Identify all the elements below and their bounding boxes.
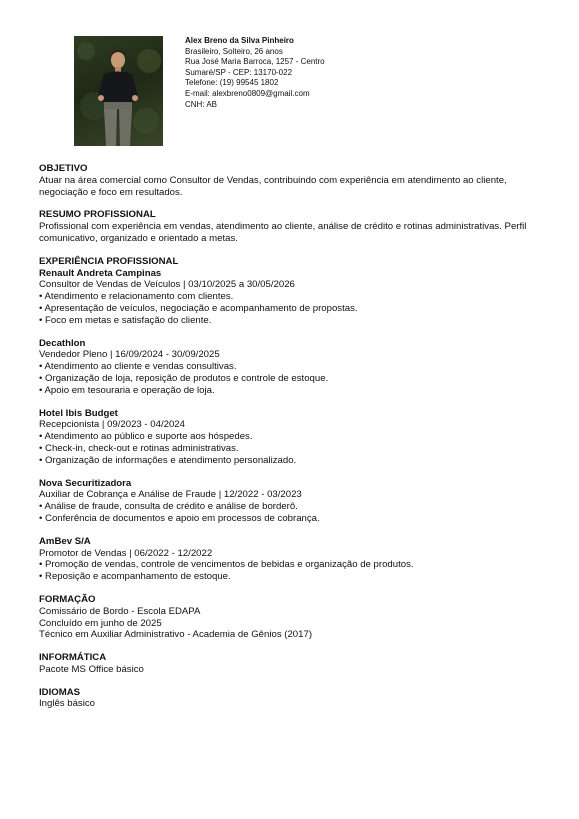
candidate-name: Alex Breno da Silva Pinheiro: [185, 36, 294, 45]
job-bullet: • Organização de informações e atendimento personalizado.: [39, 455, 549, 467]
job-entry: [39, 536, 549, 583]
resume-body: [39, 163, 549, 721]
job-role: Vendedor Pleno | 16/09/2024 - 30/09/2025: [39, 349, 220, 361]
experience-section: [39, 256, 549, 583]
section-title: IDIOMAS: [39, 686, 81, 698]
objective-text: Atuar na área comercial como Consultor de Vendas, contribuindo com experiência em atendimento ao cliente, negociação e foco em resultados.: [39, 174, 507, 198]
license-line: CNH: AB: [185, 99, 218, 109]
section-title: FORMAÇÃO: [39, 593, 96, 605]
address-line: Rua José Maria Barroca, 1257 - Centro: [185, 57, 325, 67]
computing-section: [39, 652, 549, 676]
job-bullet: • Foco em metas e satisfação do cliente.: [39, 315, 549, 327]
job-bullet: • Promoção de vendas, controle de vencimentos de bebidas e organização de produtos.: [39, 559, 549, 571]
education-line: Técnico em Auxiliar Administrativo - Academia de Gênios (2017): [39, 629, 313, 641]
person-silhouette-icon: [74, 36, 163, 146]
job-bullet: • Conferência de documentos e apoio em processos de cobrança.: [39, 513, 549, 525]
job-bullet: • Atendimento e relacionamento com clientes.: [39, 291, 549, 303]
summary-section: [39, 209, 549, 244]
job-entry: [39, 268, 549, 327]
languages-section: [39, 687, 549, 711]
section-title: RESUMO PROFISSIONAL: [39, 209, 156, 221]
job-bullet: • Apoio em tesouraria e operação de loja.: [39, 385, 549, 397]
job-bullet: • Apresentação de veículos, negociação e acompanhamento de propostas.: [39, 303, 549, 315]
objective-section: [39, 163, 549, 198]
job-role: Recepcionista | 09/2023 - 04/2024: [39, 419, 185, 431]
job-entry: [39, 408, 549, 467]
section-title: INFORMÁTICA: [39, 652, 107, 664]
job-role: Promotor de Vendas | 06/2022 - 12/2022: [39, 547, 213, 559]
job-entry: [39, 478, 549, 525]
job-role: Auxiliar de Cobrança e Análise de Fraude | 12/2022 - 03/2023: [39, 489, 302, 501]
job-entry: [39, 338, 549, 397]
job-company: Hotel Ibis Budget: [39, 407, 118, 419]
education-section: [39, 594, 549, 641]
education-line: Comissário de Bordo - Escola EDAPA: [39, 605, 201, 617]
languages-text: Inglês básico: [39, 698, 95, 710]
contact-header: [185, 36, 325, 110]
job-role: Consultor de Vendas de Veículos | 03/10/2025 a 30/05/2026: [39, 279, 295, 291]
personal-info: Brasileiro, Solteiro, 26 anos: [185, 46, 283, 56]
job-company: AmBev S/A: [39, 535, 91, 547]
summary-text: Profissional com experiência em vendas, atendimento ao cliente, análise de crédito e rotinas administrativas. Perfil comunicativo, organizado e orientado a metas.: [39, 221, 527, 244]
education-line: Concluído em junho de 2025: [39, 617, 162, 629]
profile-photo: [74, 36, 163, 146]
email-line: E-mail: alexbreno0809@gmail.com: [185, 88, 310, 98]
job-bullet: • Reposição e acompanhamento de estoque.: [39, 571, 549, 583]
section-title: OBJETIVO: [39, 163, 88, 174]
job-company: Nova Securitizadora: [39, 477, 132, 489]
job-bullet: • Organização de loja, reposição de produtos e controle de estoque.: [39, 373, 549, 385]
job-company: Renault Andreta Campinas: [39, 267, 162, 279]
phone-line: Telefone: (19) 99545 1802: [185, 78, 279, 88]
job-bullet: • Análise de fraude, consulta de crédito e análise de borderô.: [39, 501, 549, 513]
section-title: EXPERIÊNCIA PROFISSIONAL: [39, 255, 179, 267]
job-bullet: • Atendimento ao público e suporte aos hóspedes.: [39, 431, 549, 443]
job-bullet: • Atendimento ao cliente e vendas consultivas.: [39, 361, 549, 373]
computing-text: Pacote MS Office básico: [39, 663, 144, 675]
job-company: Decathlon: [39, 337, 86, 349]
job-bullet: • Check-in, check-out e rotinas administrativas.: [39, 443, 549, 455]
city-zip-line: Sumaré/SP - CEP: 13170-022: [185, 67, 293, 77]
